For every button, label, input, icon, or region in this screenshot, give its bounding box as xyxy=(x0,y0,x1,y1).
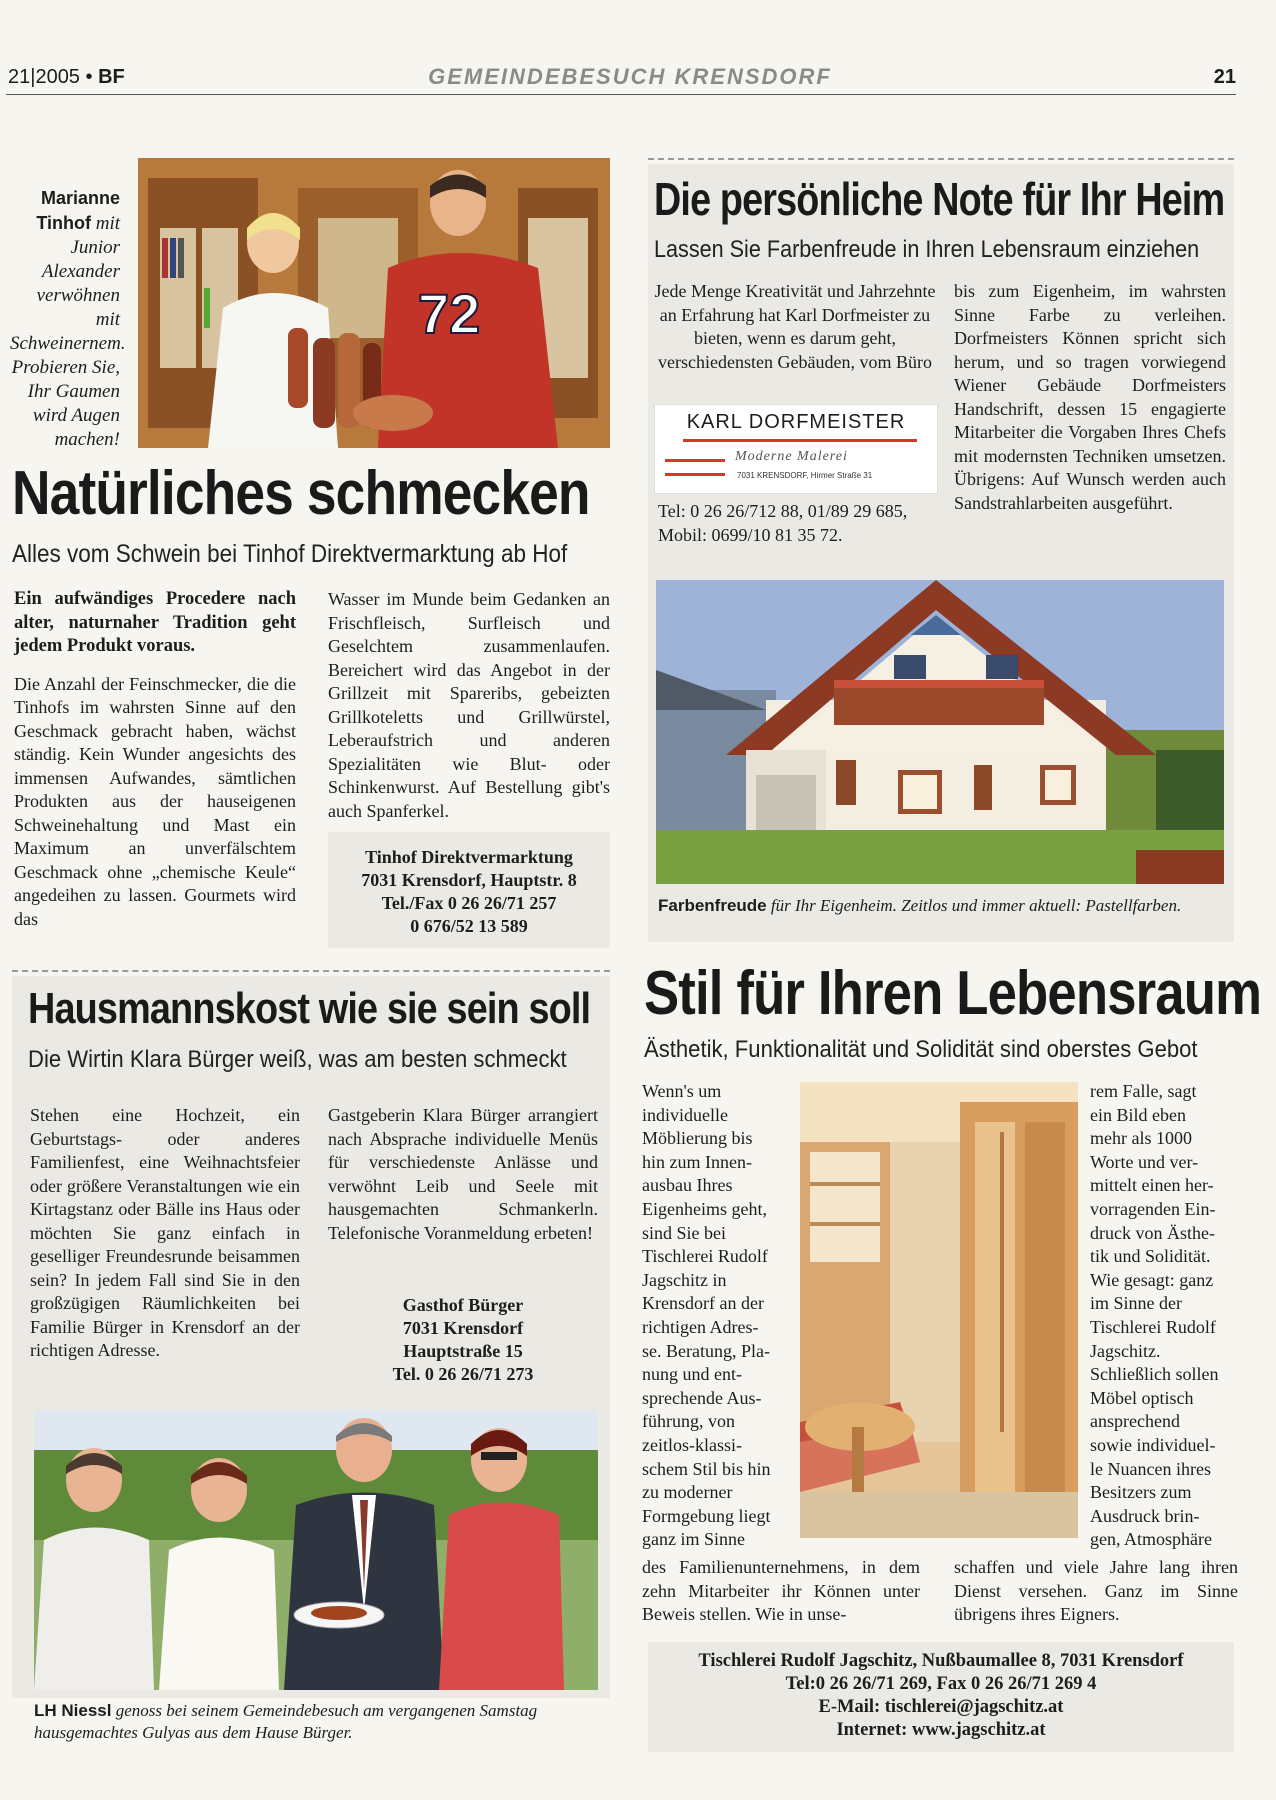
column-line: se. Beratung, Pla- xyxy=(642,1340,770,1361)
caption-text: genoss bei seinem Gemeindebesuch am vergangenen Samstag hausgemachtes Gulyas aus dem Hause Bürger. xyxy=(34,1701,538,1742)
header-divider xyxy=(6,94,1236,95)
column-line: tik und Solidität. xyxy=(1090,1246,1211,1267)
dorfmeister-body-left: Jede Menge Kreativität und Jahrzehnte an Erfahrung hat Karl Dorfmeister zu bieten, wenn es darum geht, verschiedensten Gebäuden, vom Büro xyxy=(654,281,936,372)
caption-name: Marianne Tinhof xyxy=(36,188,120,233)
tinhof-photo-caption xyxy=(10,186,126,452)
contact-phone: Tel:0 26 26/71 269, Fax 0 26 26/71 269 4 xyxy=(785,1674,1097,1694)
contact-company: Gasthof Bürger xyxy=(402,1295,524,1315)
jagschitz-body-right xyxy=(1090,1080,1238,1552)
house-photo-caption xyxy=(658,894,1226,918)
contact-website: Internet: www.jagschitz.at xyxy=(836,1720,1046,1740)
buerger-headline: Hausmannskost wie sie sein soll xyxy=(28,984,591,1033)
contact-city: 7031 Krensdorf xyxy=(402,1318,524,1338)
column-line: nung und ent- xyxy=(642,1364,742,1385)
column-line: rem Falle, sagt xyxy=(1090,1081,1197,1101)
column-line: ein Bild eben xyxy=(1090,1104,1186,1125)
page-number: 21 xyxy=(1213,66,1236,88)
logo-address: 7031 KRENSDORF, Hirmer Straße 31 xyxy=(737,471,873,480)
column-line: mittelt einen her- xyxy=(1090,1175,1214,1196)
column-line: Formgebung liegt xyxy=(642,1505,771,1526)
contact-phone: Tel: 0 26 26/712 88, 01/89 29 685, xyxy=(658,501,908,521)
jagschitz-bottom-left: des Familienunternehmens, in dem zehn Mitarbeiter ihr Können unter Beweis stellen. Wie in unse- xyxy=(642,1557,920,1624)
column-line: Tischlerei Rudolf xyxy=(642,1246,768,1267)
column-line: druck von Ästhe- xyxy=(1090,1222,1215,1243)
jersey-number: 72 xyxy=(418,282,481,345)
column-line: vorragenden Ein- xyxy=(1090,1198,1216,1219)
logo-name: KARL DORFMEISTER xyxy=(686,411,906,433)
contact-mobile: Mobil: 0699/10 81 35 72. xyxy=(658,524,843,545)
buerger-top-rule xyxy=(12,970,610,972)
column-line: führung, von xyxy=(642,1411,735,1432)
caption-text: für Ihr Eigenheim. Zeitlos und immer aktuell: Pastellfarben. xyxy=(770,896,1182,915)
contact-mobile: 0 676/52 13 589 xyxy=(410,916,528,936)
contact-phone: Tel./Fax 0 26 26/71 257 xyxy=(381,893,557,913)
logo-stripe-left xyxy=(665,459,725,462)
kitchen-interior-photo xyxy=(800,1082,1078,1538)
buerger-contact xyxy=(328,1294,598,1386)
column-line: zu moderner xyxy=(642,1482,733,1503)
buerger-body-left: Stehen eine Hochzeit, ein Geburtstags- oder anderes Familienfest, eine Weihnachtsfeier oder größere Veranstaltungen wie ein Kirtagstanz oder Bälle ins Haus oder möchten Sie ganz einfach in geselliger Freundesrunde beisammen sein? In jedem Fall sind Sie in den großzügigen Räumlichkeiten bei Familie Bürger in Krensdorf an der richtigen Adresse. xyxy=(30,1105,300,1360)
caption-text: mit Junior Alexander verwöhnen mit Schweinernem. Probieren Sie, Ihr Gaumen wird Augen machen! xyxy=(10,213,126,450)
column-line: Möblierung bis xyxy=(642,1128,753,1149)
dorfmeister-headline: Die persönliche Note für Ihr Heim xyxy=(654,173,1225,225)
tinhof-family-photo xyxy=(138,158,610,448)
house-photo xyxy=(656,580,1224,884)
dorfmeister-body-right: bis zum Eigenheim, im wahrsten Sinne Farbe zu verleihen. Dorfmeisters Können spricht sich herum, und so tragen vorwiegend Wiener Gebäude Dorfmeisters Handschrift, dessen 15 engagierte Mitarbeiter die Vorgaben Ihres Chefs mit modernsten Techniken umsetzen. Übrigens: Auf Wunsch werden auch Sandstrahlarbeiten ausgeführt. xyxy=(954,281,1226,513)
jagschitz-headline: Stil für Ihren Lebensraum xyxy=(644,959,1262,1028)
column-line: sprechende Aus- xyxy=(642,1387,762,1408)
dorfmeister-subhead: Lassen Sie Farbenfreude in Ihren Lebensraum einziehen xyxy=(654,236,1200,263)
column-line: Tischlerei Rudolf xyxy=(1090,1316,1216,1337)
column-line: ansprechend xyxy=(1090,1411,1180,1432)
column-line: Eigenheims geht, xyxy=(642,1198,767,1219)
column-line: Besitzers zum xyxy=(1090,1482,1192,1503)
contact-street: Hauptstraße 15 xyxy=(403,1341,523,1361)
separator-bullet: • xyxy=(85,66,93,88)
contact-phone: Tel. 0 26 26/71 273 xyxy=(392,1364,534,1384)
dorfmeister-contact xyxy=(658,500,907,547)
column-line: schem Stil bis hin xyxy=(642,1458,771,1479)
section-title: GEMEINDEBESUCH KRENSDORF xyxy=(428,64,832,89)
column-line: hin zum Innen- xyxy=(642,1151,752,1172)
column-line: Schließlich sollen xyxy=(1090,1364,1219,1385)
buerger-photo-caption xyxy=(34,1700,604,1744)
tinhof-body-right: Wasser im Munde beim Gedanken an Frischfleisch, Surfleisch und Geselchtem zusammenlaufen. Bereichert wird das Angebot in der Grillzeit mit Spareribs, gebeizten Grillkoteletts und Grillwürstel, Leberaufstrich und anderen Spezialitäten wie Blut- oder Schinkenwurst. Auf Bestellung gibt's auch Spanferkel. xyxy=(328,589,610,821)
column-line: gen, Atmosphäre xyxy=(1090,1529,1212,1550)
column-line: Möbel optisch xyxy=(1090,1387,1194,1408)
column-line: Jagschitz in xyxy=(642,1269,727,1290)
jagschitz-left-lines xyxy=(642,1080,792,1552)
tinhof-body-left: Die Anzahl der Feinschmecker, die die Tinhofs im wahrsten Sinne auf den Geschmack gebracht haben, wächst ständig. Kein Wunder angesichts des immensen Aufwandes, sämtlichen Produkten aus der hauseigenen Schweinehaltung und Mast ein Maximum an unverfälschtem Geschmack ohne „chemische Keule“ angedeihen zu lassen. Gourmets wird das xyxy=(14,673,296,929)
column-line: Ausdruck brin- xyxy=(1090,1505,1200,1526)
jagschitz-bottom-right: schaffen und viele Jahre lang ihren Dienst versehen. Ganz im Sinne übrigens ihres Eigners. xyxy=(954,1557,1238,1624)
buerger-body-right: Gastgeberin Klara Bürger arrangiert nach Absprache individuelle Menüs für verschiedenste Anlässe und verwöhnt Leib und Seele mit hausgemachten Schmankerln. Telefonische Voranmeldung erbeten! xyxy=(328,1105,598,1243)
column-line: individuelle xyxy=(642,1104,728,1125)
jagschitz-subhead: Ästhetik, Funktionalität und Solidität sind oberstes Gebot xyxy=(644,1036,1198,1063)
logo-stripe-left-2 xyxy=(665,473,725,476)
column-line: richtigen Adres- xyxy=(642,1316,759,1337)
column-line: mehr als 1000 xyxy=(1090,1128,1192,1149)
column-line: sind Sie bei xyxy=(642,1222,726,1243)
contact-address: 7031 Krensdorf, Hauptstr. 8 xyxy=(361,870,577,890)
tinhof-left-column xyxy=(14,588,296,931)
caption-bold: Farbenfreude xyxy=(658,896,767,915)
column-line: Worte und ver- xyxy=(1090,1151,1199,1172)
column-line: le Nuancen ihres xyxy=(1090,1458,1211,1479)
column-line: Wie gesagt: ganz xyxy=(1090,1269,1214,1290)
tinhof-contact-box xyxy=(328,832,610,948)
jagschitz-right-lines xyxy=(1090,1080,1238,1552)
logo-stripe-top xyxy=(683,439,917,442)
issue-number: 21|2005 xyxy=(8,66,80,88)
column-line: ausbau Ihres xyxy=(642,1175,733,1196)
tinhof-intro: Ein aufwändiges Procedere nach alter, naturnaher Tradition geht jedem Produkt voraus. xyxy=(14,589,296,656)
caption-bold: LH Niessl xyxy=(34,1701,112,1720)
contact-address: Tischlerei Rudolf Jagschitz, Nußbaumallee 8, 7031 Krensdorf xyxy=(698,1651,1184,1671)
column-line: Krensdorf an der xyxy=(642,1293,764,1314)
dorfmeister-logo xyxy=(654,404,938,494)
buerger-group-photo xyxy=(34,1410,598,1690)
column-line: ganz im Sinne xyxy=(642,1529,745,1550)
buerger-subhead: Die Wirtin Klara Bürger weiß, was am besten schmeckt xyxy=(28,1046,567,1073)
issue-line xyxy=(8,66,125,89)
logo-tagline: Moderne Malerei xyxy=(735,449,848,464)
column-line: zeitlos-klassi- xyxy=(642,1434,742,1455)
column-line: Jagschitz. xyxy=(1090,1340,1161,1361)
jagschitz-contact-box xyxy=(648,1642,1234,1752)
tinhof-headline: Natürliches schmecken xyxy=(12,459,590,528)
column-line: sowie individuel- xyxy=(1090,1434,1216,1455)
column-line: Wenn's um xyxy=(642,1081,722,1101)
dorfmeister-top-rule xyxy=(648,158,1234,160)
tinhof-subhead: Alles vom Schwein bei Tinhof Direktvermarktung ab Hof xyxy=(12,540,568,568)
jagschitz-body-left xyxy=(642,1080,792,1552)
brand-name: BF xyxy=(98,66,125,88)
contact-company: Tinhof Direktvermarktung xyxy=(365,847,573,867)
column-line: im Sinne der xyxy=(1090,1293,1182,1314)
contact-email: E-Mail: tischlerei@jagschitz.at xyxy=(818,1697,1064,1717)
